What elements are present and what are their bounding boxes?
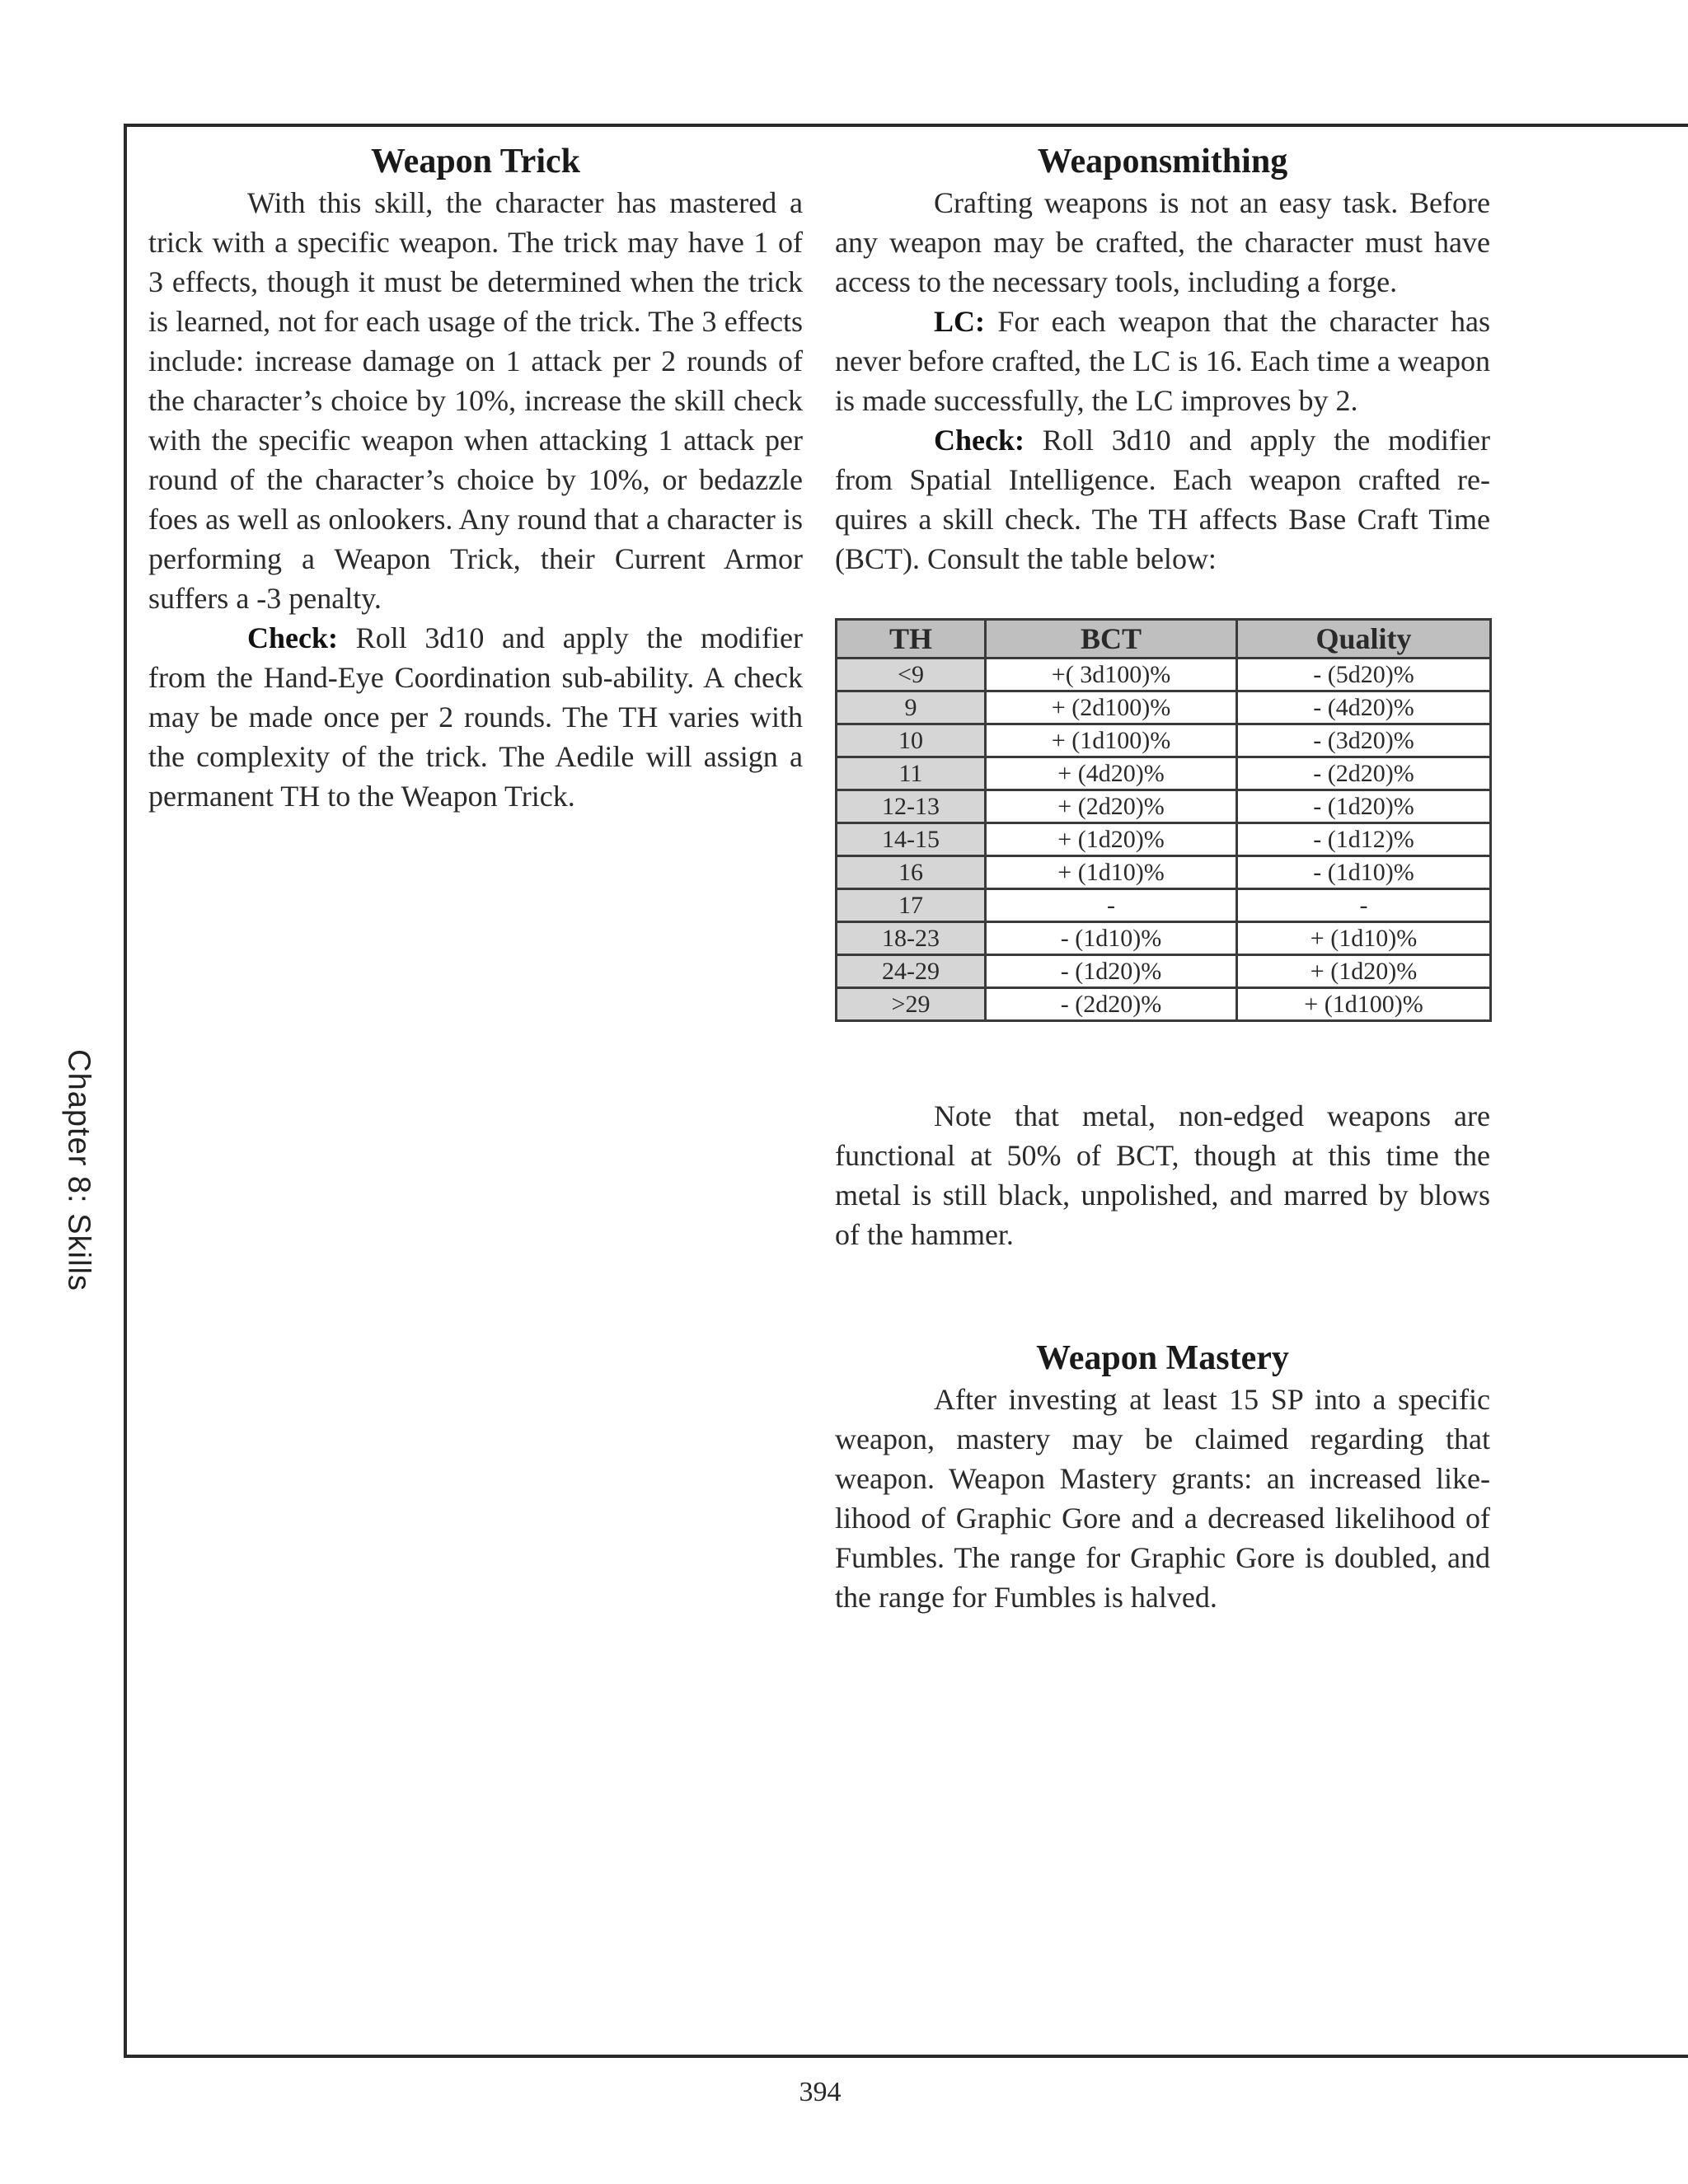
lc-text: For each weapon that the character has never before crafted, the LC is 16. Each time a weapon is made successfully, the LC improves by 2. [835, 305, 1490, 417]
bct-cell: - (2d20)% [986, 988, 1237, 1021]
th-cell: 14-15 [837, 823, 986, 856]
weaponsmithing-check [835, 420, 1490, 579]
page-frame-bottom [124, 2055, 1688, 2058]
weapon-mastery-description: After investing at least 15 SP into a specific weapon, mastery may be claimed regarding that weapon. Weapon Mastery grants: an increased likelihood of Graphic Gore and a decreased likelihood of Fumbles. The range for Graphic Gore is doubled, and the range for Fumbles is halved. [835, 1383, 1490, 1614]
table-row [837, 856, 1491, 889]
table-row [837, 889, 1491, 922]
th-cell: 17 [837, 889, 986, 922]
quality-cell: + (1d100)% [1237, 988, 1491, 1021]
weaponsmithing-title: Weaponsmithing [1037, 143, 1288, 180]
th-cell: 9 [837, 691, 986, 724]
weaponsmithing-lc [835, 302, 1490, 420]
quality-cell: + (1d10)% [1237, 922, 1491, 955]
table-row [837, 955, 1491, 988]
lc-label: LC: [934, 305, 985, 338]
bct-cell: +( 3d100)% [986, 658, 1237, 691]
table-row [837, 724, 1491, 757]
quality-cell: - (1d20)% [1237, 790, 1491, 823]
th-cell: 18-23 [837, 922, 986, 955]
check-label: Check: [934, 424, 1025, 457]
weapon-trick-check [148, 618, 803, 816]
bct-cell: + (2d20)% [986, 790, 1237, 823]
quality-cell: + (1d20)% [1237, 955, 1491, 988]
table-row [837, 757, 1491, 790]
bct-cell: + (2d100)% [986, 691, 1237, 724]
th-cell: 24-29 [837, 955, 986, 988]
weapon-trick-description: With this skill, the character has mastered a trick with a specific weapon. The trick may have 1 of 3 effects, though it must be determined when the trick is learned, not for each usage of the trick. The 3 effects include: increase damage on 1 attack per 2 rounds of the character’s choice by 10%, increase the skill check with the specific weapon when attacking 1 attack per round of the character’s choice by 10%, or bedazzle foes as well as onlookers. Any round that a character is performing a Weapon Trick, their Current Armor suffers a -3 penalty. [148, 186, 803, 615]
th-cell: <9 [837, 658, 986, 691]
weapon-trick-title: Weapon Trick [371, 143, 580, 180]
check-text: Roll 3d10 and apply the modifier from Spatial Intelligence. Each weapon crafted requires a skill check. The TH affects Base Craft Time (BCT). Consult the table below: [835, 424, 1490, 575]
table-row [837, 658, 1491, 691]
weapon-trick-section [148, 140, 803, 816]
table-header-row [837, 620, 1491, 658]
table-row [837, 922, 1491, 955]
check-text: Roll 3d10 and apply the modifier from the Hand-Eye Coordination sub-ability. A check may be made once per 2 rounds. The TH varies with the complexity of the trick. The Aedile will assign a permanent TH to the Weapon Trick. [148, 621, 803, 813]
quality-cell: - (1d10)% [1237, 856, 1491, 889]
column-header-th: TH [837, 620, 986, 658]
bct-cell: - [986, 889, 1237, 922]
weaponsmithing-note: Note that metal, non-edged weapons are functional at 50% of BCT, though at this time the metal is still black, unpolished, and marred by blows of the hammer. [835, 1099, 1490, 1251]
bct-quality-table [835, 618, 1492, 1022]
quality-cell: - (1d12)% [1237, 823, 1491, 856]
th-cell: 12-13 [837, 790, 986, 823]
table-row [837, 790, 1491, 823]
weaponsmithing-intro: Crafting weapons is not an easy task. Before any weapon may be crafted, the character must have access to the necessary tools, including a forge. [835, 186, 1490, 298]
bct-cell: - (1d10)% [986, 922, 1237, 955]
chapter-label-text: Chapter 8: Skills [61, 1049, 96, 1291]
column-header-bct: BCT [986, 620, 1237, 658]
th-cell: 16 [837, 856, 986, 889]
check-label: Check: [247, 621, 338, 654]
page-number: 394 [799, 2077, 842, 2107]
bct-cell: + (1d10)% [986, 856, 1237, 889]
quality-cell: - [1237, 889, 1491, 922]
right-column [835, 140, 1490, 1617]
weapon-mastery-section [835, 1337, 1490, 1617]
th-cell: 10 [837, 724, 986, 757]
quality-cell: - (2d20)% [1237, 757, 1491, 790]
table-row [837, 988, 1491, 1021]
column-header-quality: Quality [1237, 620, 1491, 658]
bct-cell: + (1d20)% [986, 823, 1237, 856]
table-row [837, 691, 1491, 724]
quality-cell: - (5d20)% [1237, 658, 1491, 691]
th-cell: >29 [837, 988, 986, 1021]
bct-cell: + (1d100)% [986, 724, 1237, 757]
bct-cell: - (1d20)% [986, 955, 1237, 988]
weaponsmithing-section [835, 140, 1490, 1254]
bct-cell: + (4d20)% [986, 757, 1237, 790]
page-frame-left [124, 124, 127, 2058]
th-cell: 11 [837, 757, 986, 790]
left-column [148, 140, 803, 816]
table-row [837, 823, 1491, 856]
quality-cell: - (3d20)% [1237, 724, 1491, 757]
page-frame-top [124, 124, 1688, 127]
quality-cell: - (4d20)% [1237, 691, 1491, 724]
weapon-mastery-title: Weapon Mastery [1036, 1339, 1289, 1377]
